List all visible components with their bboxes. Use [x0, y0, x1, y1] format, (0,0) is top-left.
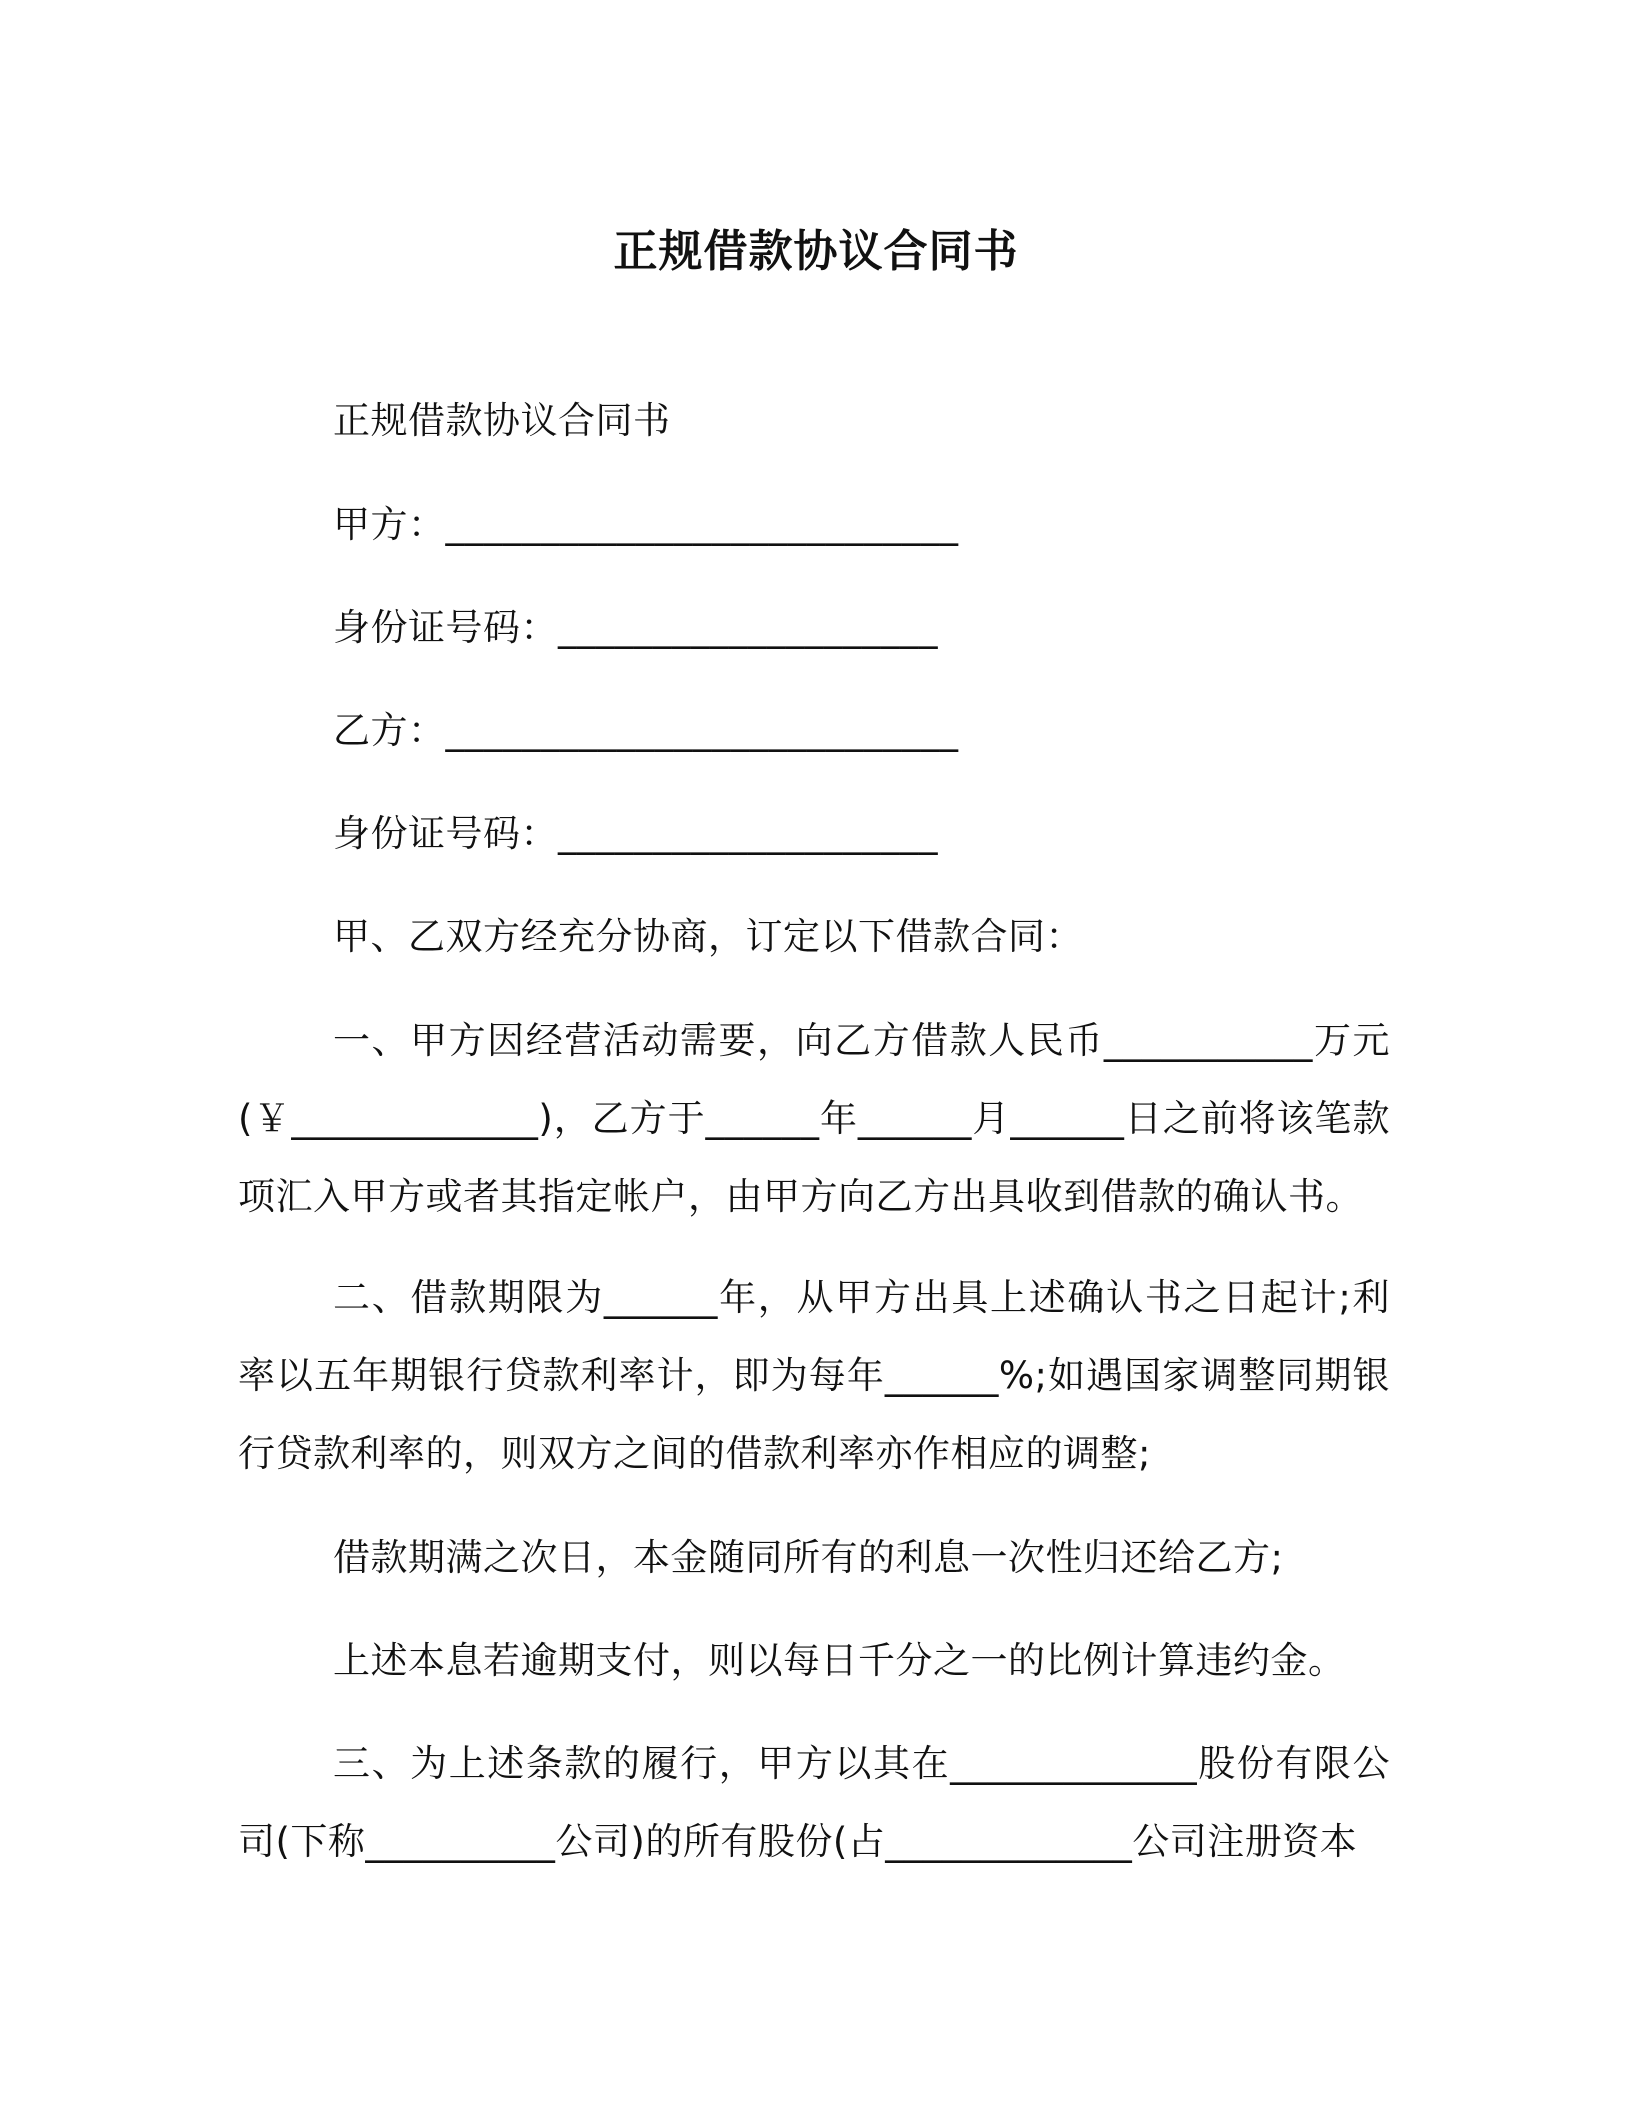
party-b-field: 乙方：___________________________: [333, 709, 959, 752]
clause-2-repayment: 借款期满之次日，本金随同所有的利息一次性归还给乙方;: [333, 1536, 1284, 1579]
party-b-id-field: 身份证号码：____________________: [333, 812, 938, 855]
document-subtitle: 正规借款协议合同书: [333, 399, 671, 442]
party-a-field: 甲方：___________________________: [333, 503, 959, 546]
intro-paragraph: 甲、乙双方经充分协商，订定以下借款合同：: [333, 915, 1083, 958]
clause-2-paragraph: 二、借款期限为______年，从甲方出具上述确认书之日起计;利率以五年期银行贷款利率计，即为每年______%;如遇国家调整同期银行贷款利率的，则双方之间的借款利率亦作相应的调整;: [238, 1276, 1390, 1475]
party-a-id-field: 身份证号码：____________________: [333, 606, 938, 649]
document-title: 正规借款协议合同书: [613, 226, 1019, 277]
clause-3-paragraph: 三、为上述条款的履行，甲方以其在_____________股份有限公司(下称__________公司)的所有股份(占_____________公司注册资本: [238, 1742, 1390, 1863]
clause-1-paragraph: 一、甲方因经营活动需要，向乙方借款人民币___________万元(￥_____________)，乙方于______年______月______日之前将该笔款项汇入甲方或者其指定帐户，由甲方向乙方出具收到借款的确认书。: [238, 1019, 1390, 1218]
clause-2-penalty: 上述本息若逾期支付，则以每日千分之一的比例计算违约金。: [333, 1639, 1346, 1682]
